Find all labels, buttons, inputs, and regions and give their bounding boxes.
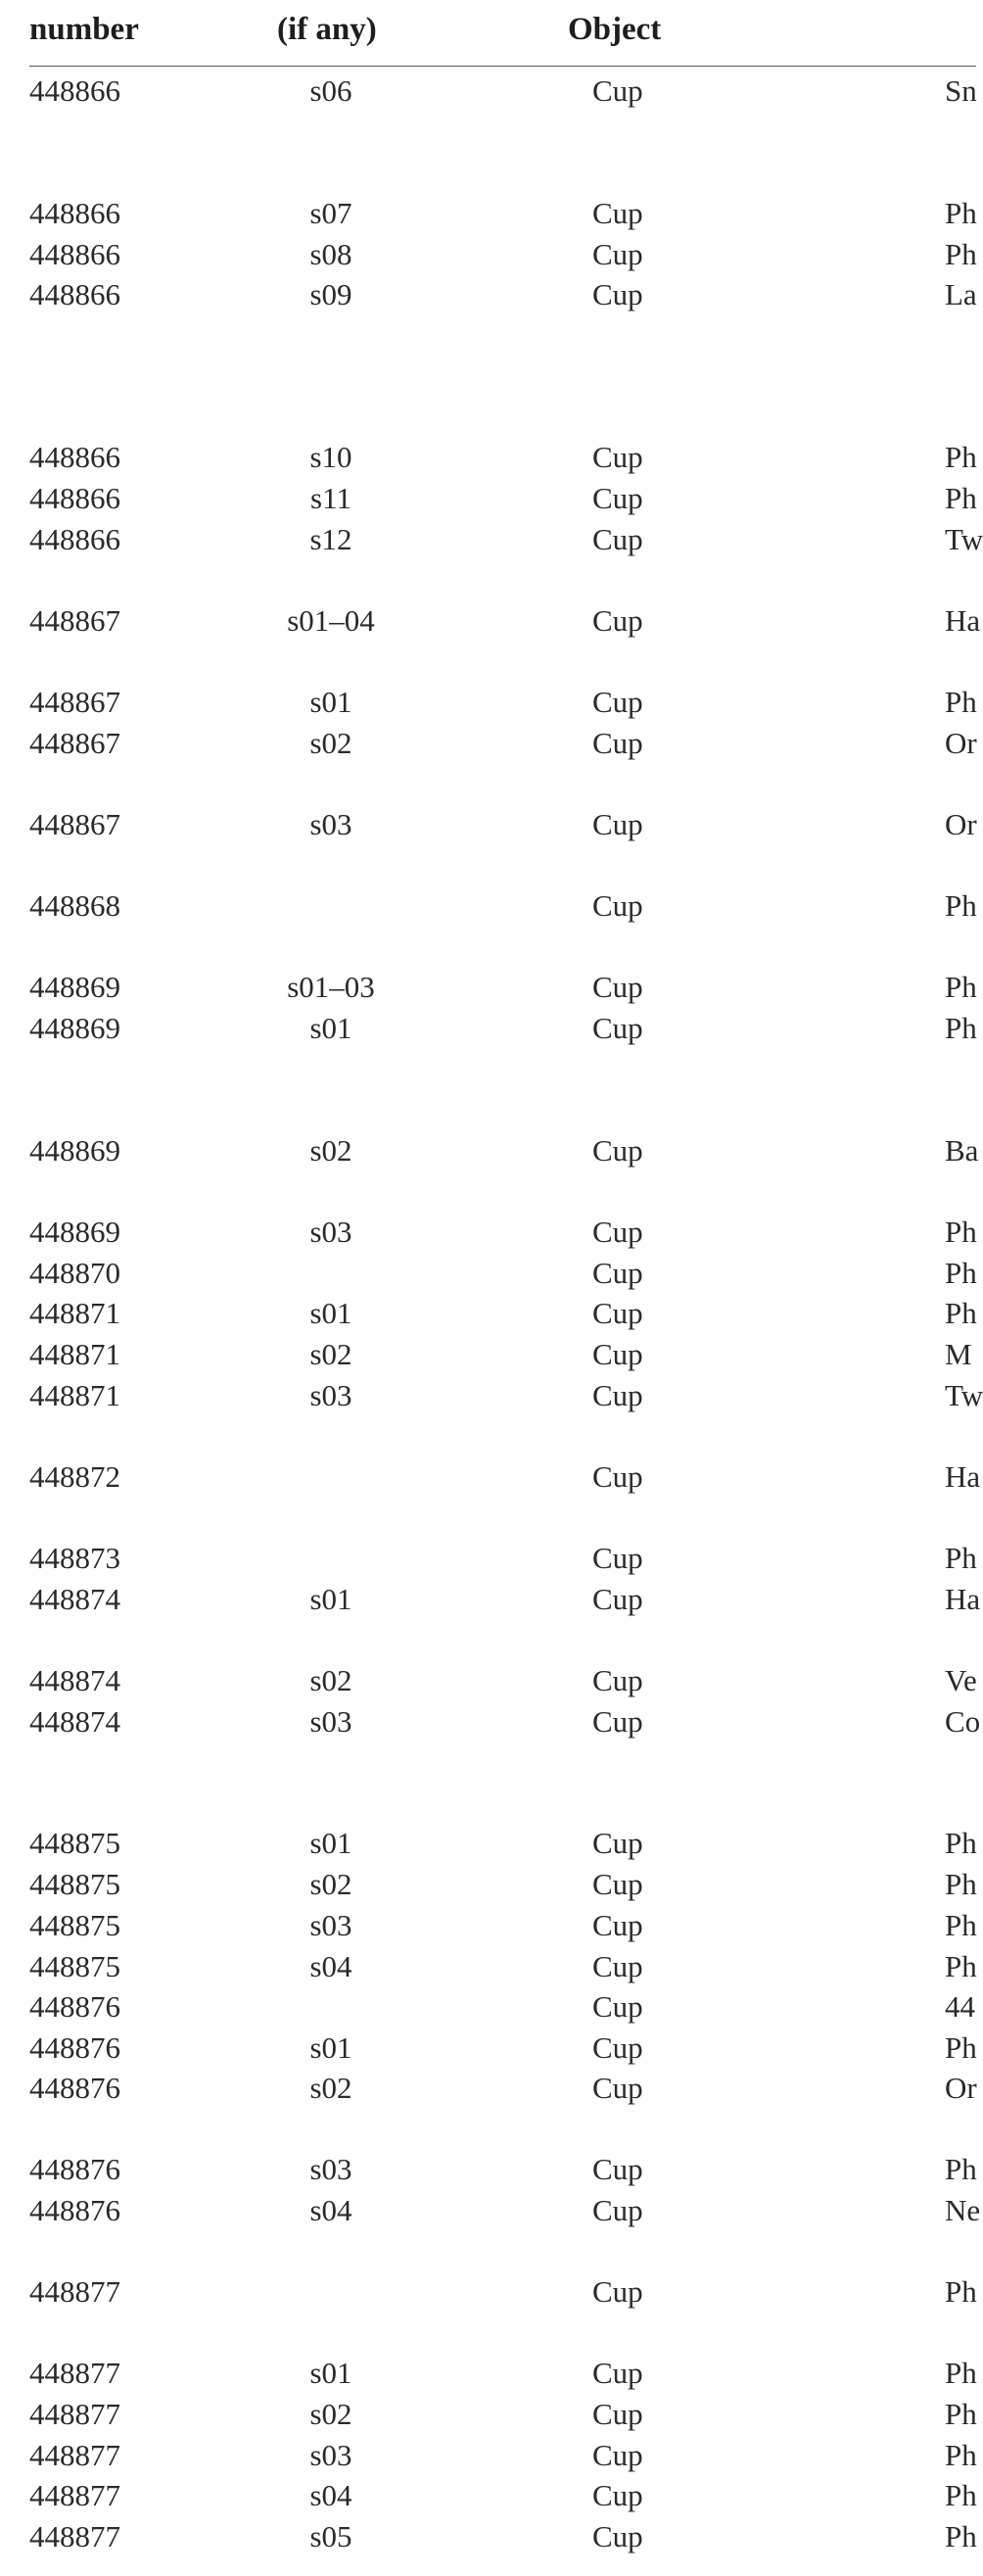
cell-object: Cup (592, 481, 643, 515)
cell-number: 448866 (29, 196, 120, 230)
cell-description: Ha (945, 1459, 981, 1494)
cell-number: 448877 (29, 2274, 120, 2309)
cell-description: Or (945, 2071, 977, 2105)
cell-description: 44 (945, 1989, 975, 2024)
table-row (0, 2272, 976, 2312)
cell-description: Ha (945, 1582, 981, 1616)
cell-object: Cup (592, 807, 643, 841)
cell-object: Cup (592, 2030, 643, 2065)
cell-subnumber-text: s03 (309, 807, 352, 841)
table-row (0, 1865, 976, 1904)
cell-number: 448870 (29, 1256, 120, 1290)
cell-description: Ph (945, 2397, 977, 2431)
table-row (0, 520, 983, 559)
cell-subnumber-text: s04 (309, 2193, 352, 2227)
cell-number: 448877 (29, 2519, 120, 2553)
cell-description: La (945, 277, 977, 311)
cell-object: Cup (592, 1378, 643, 1412)
cell-description: Or (945, 726, 977, 760)
table-row (0, 235, 976, 274)
table-row (0, 438, 976, 477)
cell-description: Ph (945, 196, 977, 230)
cell-number: 448869 (29, 1011, 120, 1045)
cell-number: 448874 (29, 1582, 120, 1616)
cell-object: Cup (592, 2071, 643, 2105)
cell-number: 448874 (29, 1663, 120, 1697)
cell-subnumber-text: s01 (309, 1826, 352, 1860)
cell-subnumber-text: s02 (309, 1337, 352, 1371)
table-row (0, 601, 981, 641)
cell-number: 448876 (29, 2193, 120, 2227)
cell-object: Cup (592, 1459, 643, 1494)
cell-description: Ph (945, 1256, 977, 1290)
table-row (0, 683, 976, 722)
cell-object: Cup (592, 237, 643, 271)
cell-number: 448875 (29, 1867, 120, 1901)
cell-description: Tw (945, 522, 983, 556)
cell-object: Cup (592, 1867, 643, 1901)
header-subnumber: (if any) (277, 12, 377, 47)
cell-description: Tw (945, 1378, 983, 1412)
table-row (0, 479, 976, 518)
cell-number: 448877 (29, 2397, 120, 2431)
cell-description: Ph (945, 2478, 977, 2512)
cell-description: Ne (945, 2193, 981, 2227)
table-row (0, 1254, 976, 1293)
table-row (0, 1009, 976, 1048)
cell-subnumber-text: s03 (309, 1215, 352, 1249)
table-row (0, 805, 976, 844)
cell-number: 448867 (29, 685, 120, 719)
cell-number: 448869 (29, 1133, 120, 1168)
table-row (0, 194, 976, 233)
cell-subnumber-text: s08 (309, 237, 352, 271)
cell-object: Cup (592, 73, 643, 108)
cell-number: 448869 (29, 970, 120, 1004)
cell-object: Cup (592, 277, 643, 311)
cell-description: Ph (945, 1826, 977, 1860)
header-number: number (29, 12, 139, 47)
table-row (0, 886, 976, 926)
cell-object: Cup (592, 1256, 643, 1290)
cell-object: Cup (592, 1582, 643, 1616)
table-row (0, 2476, 976, 2515)
table-row (0, 724, 976, 763)
table-row (0, 72, 976, 111)
cell-subnumber-text: s02 (309, 726, 352, 760)
cell-object: Cup (592, 2152, 643, 2186)
cell-object: Cup (592, 2356, 643, 2390)
table-row (0, 1294, 976, 1333)
cell-description: Ve (945, 1663, 977, 1697)
header-object: Object (568, 12, 662, 47)
table-row (0, 1539, 976, 1578)
cell-subnumber-text: s02 (309, 1133, 352, 1168)
table-row (0, 1661, 976, 1700)
table-row (0, 1131, 979, 1170)
table-row (0, 2028, 976, 2068)
cell-object: Cup (592, 2274, 643, 2309)
cell-subnumber-text: s02 (309, 2071, 352, 2105)
table-row (0, 1906, 976, 1945)
cell-number: 448877 (29, 2356, 120, 2390)
cell-object: Cup (592, 440, 643, 474)
cell-subnumber-text: s01 (309, 2030, 352, 2065)
cell-subnumber-text: s01 (309, 1011, 352, 1045)
cell-object: Cup (592, 2193, 643, 2227)
cell-number: 448867 (29, 807, 120, 841)
cell-object: Cup (592, 1826, 643, 1860)
cell-object: Cup (592, 1215, 643, 1249)
table-row (0, 1376, 983, 1415)
cell-object: Cup (592, 603, 643, 638)
cell-subnumber-text: s03 (309, 1378, 352, 1412)
cell-subnumber-text: s01 (309, 1582, 352, 1616)
cell-description: Ha (945, 603, 981, 638)
cell-description: Ph (945, 2519, 977, 2553)
cell-object: Cup (592, 2397, 643, 2431)
cell-number: 448866 (29, 277, 120, 311)
cell-number: 448867 (29, 726, 120, 760)
table-row (0, 1702, 981, 1741)
cell-subnumber-text: s07 (309, 196, 352, 230)
cell-number: 448873 (29, 1541, 120, 1575)
cell-subnumber-text: s06 (309, 73, 352, 108)
cell-subnumber-text: s01 (309, 1296, 352, 1330)
cell-description: Ph (945, 237, 977, 271)
table-row (0, 2150, 976, 2189)
cell-object: Cup (592, 970, 643, 1004)
cell-description: Ph (945, 1296, 977, 1330)
table-row (0, 1947, 976, 1986)
cell-subnumber-text: s03 (309, 2438, 352, 2472)
cell-number: 448877 (29, 2438, 120, 2472)
cell-subnumber-text: s04 (309, 1949, 352, 1983)
cell-description: Ph (945, 888, 977, 923)
cell-subnumber-text: s01 (309, 2356, 352, 2390)
cell-object: Cup (592, 522, 643, 556)
cell-subnumber-text: s12 (309, 522, 352, 556)
cell-subnumber-text: s02 (309, 2397, 352, 2431)
cell-description: Ph (945, 1215, 977, 1249)
cell-subnumber-text: s01–03 (287, 970, 375, 1004)
table-row (0, 968, 976, 1007)
cell-subnumber-text: s10 (309, 440, 352, 474)
cell-description: Ph (945, 1867, 977, 1901)
cell-description: Ph (945, 1949, 977, 1983)
cell-description: Ph (945, 1908, 977, 1942)
cell-subnumber-text: s04 (309, 2478, 352, 2512)
cell-object: Cup (592, 726, 643, 760)
cell-description: Ba (945, 1133, 979, 1168)
cell-subnumber-text: s02 (309, 1867, 352, 1901)
cell-number: 448871 (29, 1378, 120, 1412)
cell-number: 448875 (29, 1826, 120, 1860)
cell-description: Ph (945, 2438, 977, 2472)
table-row (0, 1335, 976, 1374)
cell-number: 448876 (29, 1989, 120, 2024)
cell-number: 448866 (29, 73, 120, 108)
cell-subnumber-text: s03 (309, 2152, 352, 2186)
cell-subnumber-text: s03 (309, 1908, 352, 1942)
cell-number: 448866 (29, 481, 120, 515)
cell-object: Cup (592, 1133, 643, 1168)
table-row (0, 1457, 981, 1497)
cell-number: 448876 (29, 2152, 120, 2186)
cell-description: M (945, 1337, 972, 1371)
cell-number: 448871 (29, 1296, 120, 1330)
cell-object: Cup (592, 685, 643, 719)
cell-number: 448869 (29, 1215, 120, 1249)
cell-number: 448866 (29, 522, 120, 556)
cell-number: 448866 (29, 440, 120, 474)
cell-object: Cup (592, 2519, 643, 2553)
cell-object: Cup (592, 1541, 643, 1575)
cell-subnumber-text: s09 (309, 277, 352, 311)
cell-number: 448866 (29, 237, 120, 271)
cell-object: Cup (592, 1908, 643, 1942)
cell-number: 448877 (29, 2478, 120, 2512)
table-row (0, 1213, 976, 1252)
cell-object: Cup (592, 196, 643, 230)
cell-object: Cup (592, 1337, 643, 1371)
cell-description: Or (945, 807, 977, 841)
cell-description: Ph (945, 2356, 977, 2390)
cell-description: Ph (945, 2274, 977, 2309)
cell-subnumber-text: s03 (309, 1704, 352, 1739)
table-row (0, 1580, 981, 1619)
cell-description: Ph (945, 2030, 977, 2065)
table-row (0, 2517, 976, 2556)
cell-number: 448874 (29, 1704, 120, 1739)
cell-description: Ph (945, 685, 977, 719)
cell-object: Cup (592, 1011, 643, 1045)
cell-subnumber-text: s11 (310, 481, 351, 515)
cell-object: Cup (592, 888, 643, 923)
cell-number: 448876 (29, 2030, 120, 2065)
cell-description: Co (945, 1704, 981, 1739)
table-row (0, 1987, 976, 2027)
cell-description: Sn (945, 73, 977, 108)
table-row (0, 2069, 976, 2108)
cell-object: Cup (592, 1296, 643, 1330)
cell-number: 448868 (29, 888, 120, 923)
cell-object: Cup (592, 2438, 643, 2472)
cell-number: 448872 (29, 1459, 120, 1494)
table-row (0, 275, 976, 314)
cell-number: 448871 (29, 1337, 120, 1371)
cell-description: Ph (945, 970, 977, 1004)
cell-object: Cup (592, 1663, 643, 1697)
cell-subnumber-text: s01 (309, 685, 352, 719)
cell-subnumber-text: s02 (309, 1663, 352, 1697)
cell-description: Ph (945, 481, 977, 515)
cell-number: 448875 (29, 1908, 120, 1942)
cell-number: 448876 (29, 2071, 120, 2105)
table-row (0, 2191, 981, 2230)
cell-description: Ph (945, 2152, 977, 2186)
cell-description: Ph (945, 1011, 977, 1045)
table-row (0, 2395, 976, 2434)
cell-subnumber-text: s01–04 (287, 603, 375, 638)
table-row (0, 1824, 976, 1863)
cell-number: 448875 (29, 1949, 120, 1983)
table-row (0, 2354, 976, 2393)
cell-description: Ph (945, 1541, 977, 1575)
table-row (0, 2436, 976, 2475)
cell-object: Cup (592, 1704, 643, 1739)
cell-object: Cup (592, 1949, 643, 1983)
cell-object: Cup (592, 1989, 643, 2024)
cell-description: Ph (945, 440, 977, 474)
cell-object: Cup (592, 2478, 643, 2512)
cell-number: 448867 (29, 603, 120, 638)
cell-subnumber-text: s05 (309, 2519, 352, 2553)
